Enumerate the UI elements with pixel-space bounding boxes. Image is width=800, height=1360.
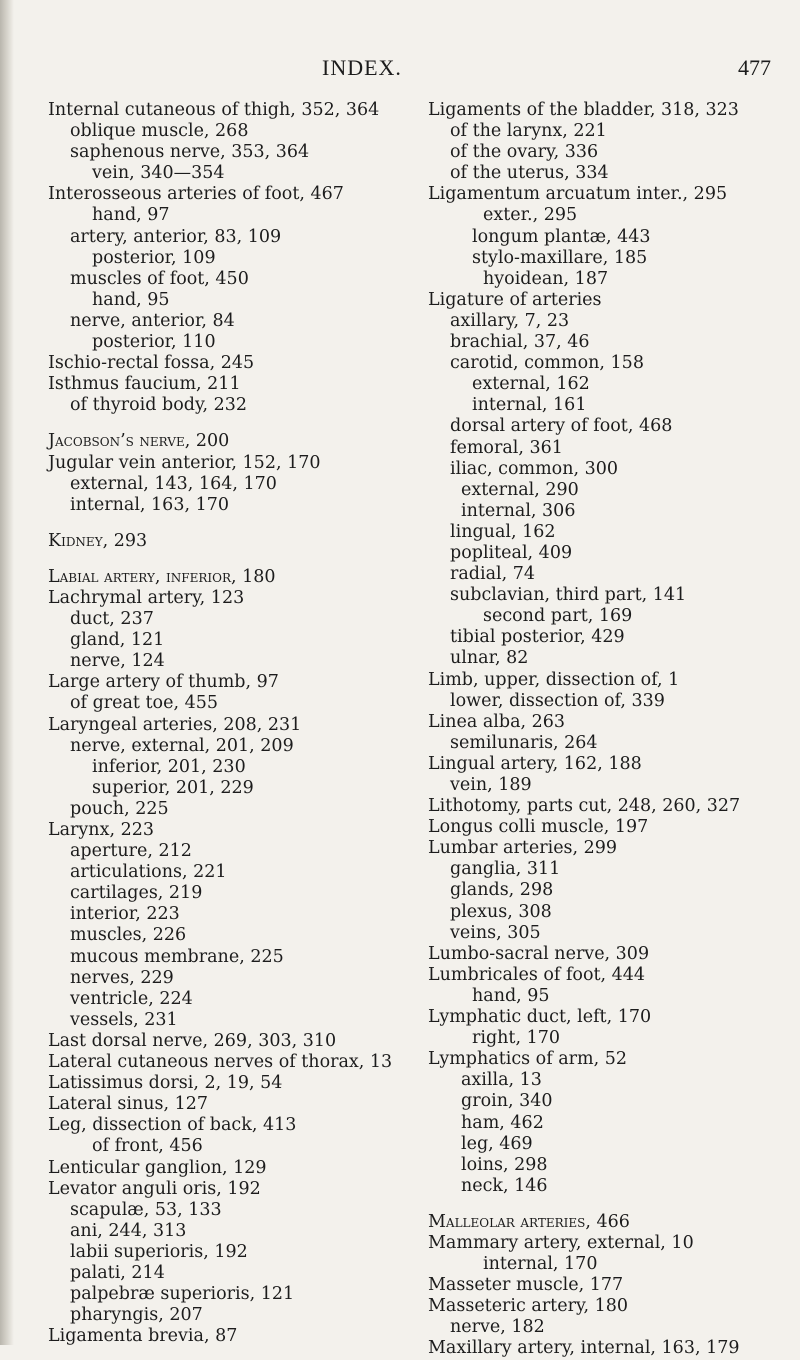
index-entry: vein, 340—354	[92, 163, 225, 184]
index-entry: groin, 340	[461, 1091, 553, 1112]
index-section-gap	[48, 552, 408, 567]
index-entry: posterior, 110	[92, 332, 216, 353]
index-entry: Limb, upper, dissection of, 1	[428, 669, 680, 690]
index-entry: Large artery of thumb, 97	[48, 672, 279, 693]
page-title: INDEX.	[322, 55, 402, 80]
index-entry: Leg, dissection of back, 413	[48, 1115, 297, 1136]
index-entry: palpebræ superioris, 121	[70, 1284, 295, 1305]
index-entry: nerves, 229	[70, 967, 174, 988]
index-entry: Ischio-rectal fossa, 245	[48, 353, 255, 374]
index-entry: Linea alba, 263	[428, 711, 566, 732]
index-entry: of the uterus, 334	[450, 163, 609, 184]
index-entry: femoral, 361	[450, 437, 563, 458]
index-entry: longum plantæ, 443	[472, 226, 651, 247]
index-entry: ham, 462	[461, 1112, 544, 1133]
index-entry: Longus colli muscle, 197	[428, 817, 649, 838]
index-entry: ulnar, 82	[450, 648, 529, 669]
index-entry: Lateral cutaneous nerves of thorax, 13	[48, 1052, 393, 1073]
index-entry: Lumbar arteries, 299	[428, 838, 618, 859]
index-entry: right, 170	[472, 1028, 560, 1049]
index-entry: of great toe, 455	[70, 693, 218, 714]
index-entry: Lithotomy, parts cut, 248, 260, 327	[428, 796, 741, 817]
index-entry: internal, 170	[483, 1254, 598, 1275]
index-entry: external, 162	[472, 374, 590, 395]
index-entry: cartilages, 219	[70, 883, 203, 904]
index-entry: ganglia, 311	[450, 859, 561, 880]
index-entry: Laryngeal arteries, 208, 231	[48, 714, 302, 735]
index-entry: stylo-maxillare, 185	[472, 247, 648, 268]
index-entry: axillary, 7, 23	[450, 310, 570, 331]
index-entry: second part, 169	[483, 606, 633, 627]
index-entry: saphenous nerve, 353, 364	[70, 142, 310, 163]
index-entry: Latissimus dorsi, 2, 19, 54	[48, 1073, 283, 1094]
index-entry: Jacobson’s nerve, 200	[48, 431, 230, 452]
index-entry: of front, 456	[92, 1136, 203, 1157]
index-entry: Lenticular ganglion, 129	[48, 1157, 267, 1178]
index-entry: external, 143, 164, 170	[70, 473, 277, 494]
index-entry: hand, 97	[92, 205, 170, 226]
index-entry: carotid, common, 158	[450, 353, 644, 374]
index-entry: inferior, 201, 230	[92, 756, 246, 777]
index-entry: labii superioris, 192	[70, 1241, 248, 1262]
index-entry: Jugular vein anterior, 152, 170	[48, 452, 321, 473]
index-entry: ani, 244, 313	[70, 1220, 187, 1241]
index-entry: interior, 223	[70, 904, 180, 925]
index-entry: superior, 201, 229	[92, 777, 254, 798]
index-entry: muscles, 226	[70, 925, 187, 946]
index-entry: brachial, 37, 46	[450, 332, 590, 353]
index-entry: radial, 74	[450, 564, 536, 585]
index-entry: palati, 214	[70, 1262, 165, 1283]
index-entry: Lateral sinus, 127	[48, 1094, 209, 1115]
index-entry: internal, 163, 170	[70, 494, 229, 515]
index-entry: muscles of foot, 450	[70, 268, 249, 289]
index-entry: lingual, 162	[450, 521, 556, 542]
index-entry: subclavian, third part, 141	[450, 585, 687, 606]
index-entry: axilla, 13	[461, 1070, 542, 1091]
index-entry: popliteal, 409	[450, 542, 573, 563]
index-section-gap	[48, 516, 408, 531]
index-entry: Lumbo-sacral nerve, 309	[428, 943, 650, 964]
index-entry: Ligamenta brevia, 87	[48, 1326, 238, 1347]
index-entry: artery, anterior, 83, 109	[70, 226, 282, 247]
index-entry: iliac, common, 300	[450, 458, 619, 479]
index-entry: aperture, 212	[70, 841, 192, 862]
index-entry: Isthmus faucium, 211	[48, 374, 241, 395]
index-entry: oblique muscle, 268	[70, 121, 249, 142]
index-entry: Lachrymal artery, 123	[48, 587, 245, 608]
index-entry: gland, 121	[70, 630, 165, 651]
index-entry: Internal cutaneous of thigh, 352, 364	[48, 100, 380, 120]
index-entry: scapulæ, 53, 133	[70, 1199, 222, 1220]
index-entry: internal, 161	[472, 395, 587, 416]
index-entry: hand, 95	[92, 289, 170, 310]
index-entry: veins, 305	[450, 922, 541, 943]
index-entry: vein, 189	[450, 775, 532, 795]
index-entry: lower, dissection of, 339	[450, 690, 665, 711]
index-entry: of thyroid body, 232	[70, 395, 248, 416]
index-entry: leg, 469	[461, 1133, 533, 1154]
index-entry: Levator anguli oris, 192	[48, 1178, 261, 1199]
book-spine-shadow	[0, 0, 14, 1345]
index-entry: Larynx, 223	[48, 820, 154, 840]
index-entry: Last dorsal nerve, 269, 303, 310	[48, 1030, 337, 1051]
index-entry: Malleolar arteries, 466	[428, 1211, 630, 1232]
index-entry: of the larynx, 221	[450, 121, 607, 142]
index-entry: Ligaments of the bladder, 318, 323	[428, 100, 739, 120]
index-entry: Maxillary artery, internal, 163, 179	[428, 1338, 740, 1359]
index-entry: semilunaris, 264	[450, 732, 598, 753]
index-entry: Lumbricales of foot, 444	[428, 964, 646, 985]
index-entry: loins, 298	[461, 1154, 548, 1175]
index-entry: Lymphatics of arm, 52	[428, 1049, 628, 1070]
index-entry: vessels, 231	[70, 1009, 178, 1030]
index-entry: Kidney, 293	[48, 530, 148, 551]
index-entry: posterior, 109	[92, 247, 216, 268]
index-entry: glands, 298	[450, 880, 554, 901]
index-entry: tibial posterior, 429	[450, 627, 625, 648]
index-entry: Ligamentum arcuatum inter., 295	[428, 184, 728, 205]
index-section-gap	[48, 416, 408, 431]
index-entry: pharyngis, 207	[70, 1305, 203, 1326]
index-entry: internal, 306	[461, 500, 576, 521]
index-entry: articulations, 221	[70, 862, 227, 883]
index-entry: external, 290	[461, 479, 579, 500]
index-entry: pouch, 225	[70, 798, 169, 819]
index-entry: of the ovary, 336	[450, 142, 599, 163]
index-entry: hand, 95	[472, 985, 550, 1006]
index-entry: nerve, external, 201, 209	[70, 735, 294, 756]
index-entry: ventricle, 224	[70, 988, 193, 1009]
index-entry: nerve, 124	[70, 651, 165, 672]
index-entry: nerve, anterior, 84	[70, 310, 235, 331]
index-section-gap	[428, 1197, 788, 1212]
index-entry: Masseter muscle, 177	[428, 1275, 624, 1296]
index-entry: nerve, 182	[450, 1317, 545, 1338]
index-entry: Ligature of arteries	[428, 289, 602, 310]
index-entry: Lingual artery, 162, 188	[428, 753, 642, 774]
index-entry: exter., 295	[483, 205, 578, 226]
index-entry: Interosseous arteries of foot, 467	[48, 184, 344, 205]
page-number: 477	[738, 55, 771, 80]
index-entry: hyoidean, 187	[483, 268, 609, 289]
index-column-left	[48, 100, 408, 1347]
index-entry: plexus, 308	[450, 901, 552, 922]
index-entry: Masseteric artery, 180	[428, 1296, 629, 1317]
index-entry: Mammary artery, external, 10	[428, 1232, 694, 1253]
index-entry: dorsal artery of foot, 468	[450, 416, 673, 437]
index-entry: neck, 146	[461, 1175, 548, 1196]
index-entry: mucous membrane, 225	[70, 946, 284, 967]
index-entry: Lymphatic duct, left, 170	[428, 1007, 652, 1028]
page-header	[0, 55, 800, 85]
index-entry: duct, 237	[70, 609, 154, 630]
index-entry: Labial artery, inferior, 180	[48, 566, 276, 587]
index-column-right	[428, 100, 788, 1360]
